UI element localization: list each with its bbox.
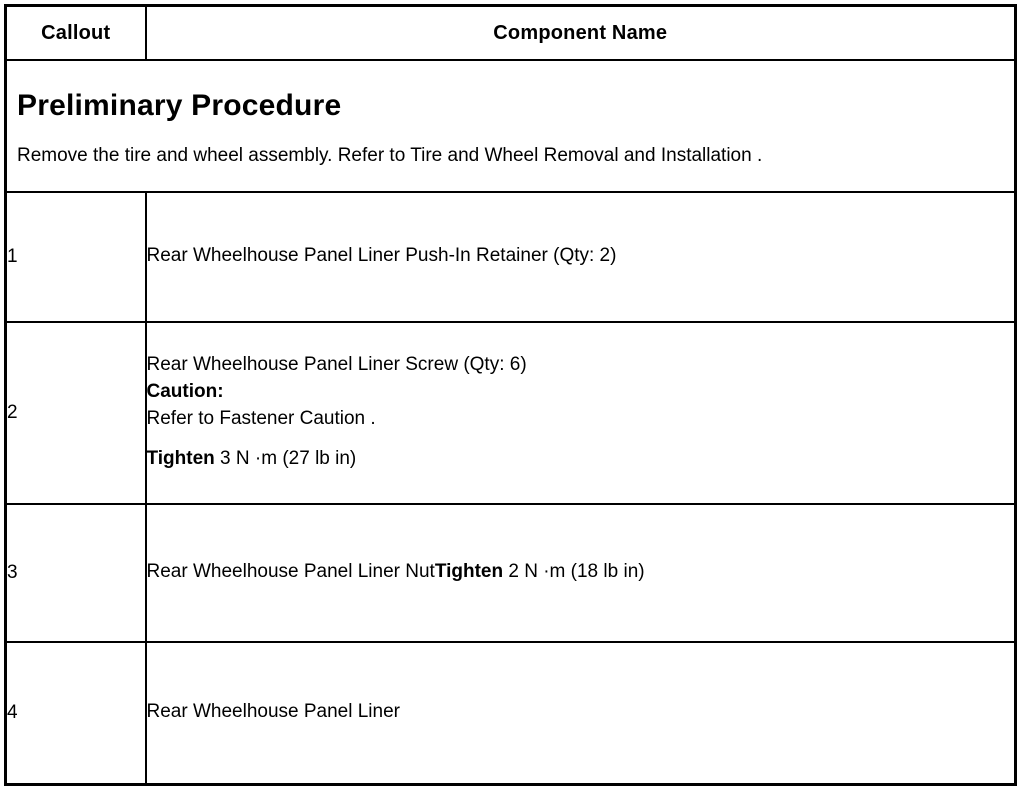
component-name-text: Rear Wheelhouse Panel Liner Screw (Qty: 6) [146, 353, 527, 375]
header-callout: Callout [6, 6, 146, 61]
component-name [146, 322, 1016, 504]
table-row [6, 192, 1016, 322]
caution-text: Refer to Fastener Caution . [146, 407, 376, 429]
callout-number: 4 [6, 642, 146, 785]
tighten-spec [147, 446, 1015, 473]
preliminary-procedure-row [6, 60, 1016, 192]
caution-label: Caution: [146, 380, 224, 402]
callout-number: 3 [6, 504, 146, 642]
component-name: Rear Wheelhouse Panel Liner [146, 642, 1016, 785]
preliminary-procedure-text: Remove the tire and wheel assembly. Refer to Tire and Wheel Removal and Installation . [17, 144, 763, 166]
tighten-label: Tighten [146, 448, 215, 470]
table-header-row [6, 6, 1016, 61]
component-name [146, 504, 1016, 642]
tighten-label: Tighten [434, 561, 504, 583]
header-component-name: Component Name [146, 6, 1016, 61]
component-name-text: Rear Wheelhouse Panel Liner Nut [146, 561, 435, 583]
tighten-value: 3 N ·m (27 lb in) [214, 448, 357, 470]
table-row [6, 642, 1016, 785]
callout-number: 1 [6, 192, 146, 322]
callout-number: 2 [6, 322, 146, 504]
tighten-value: 2 N ·m (18 lb in) [503, 561, 645, 583]
table-row [6, 322, 1016, 504]
preliminary-procedure-cell [6, 60, 1016, 192]
component-spec-table [4, 4, 1017, 786]
component-name: Rear Wheelhouse Panel Liner Push-In Retainer (Qty: 2) [146, 192, 1016, 322]
spacer [147, 432, 1015, 446]
table-row [6, 504, 1016, 642]
preliminary-procedure-title: Preliminary Procedure [17, 88, 342, 122]
